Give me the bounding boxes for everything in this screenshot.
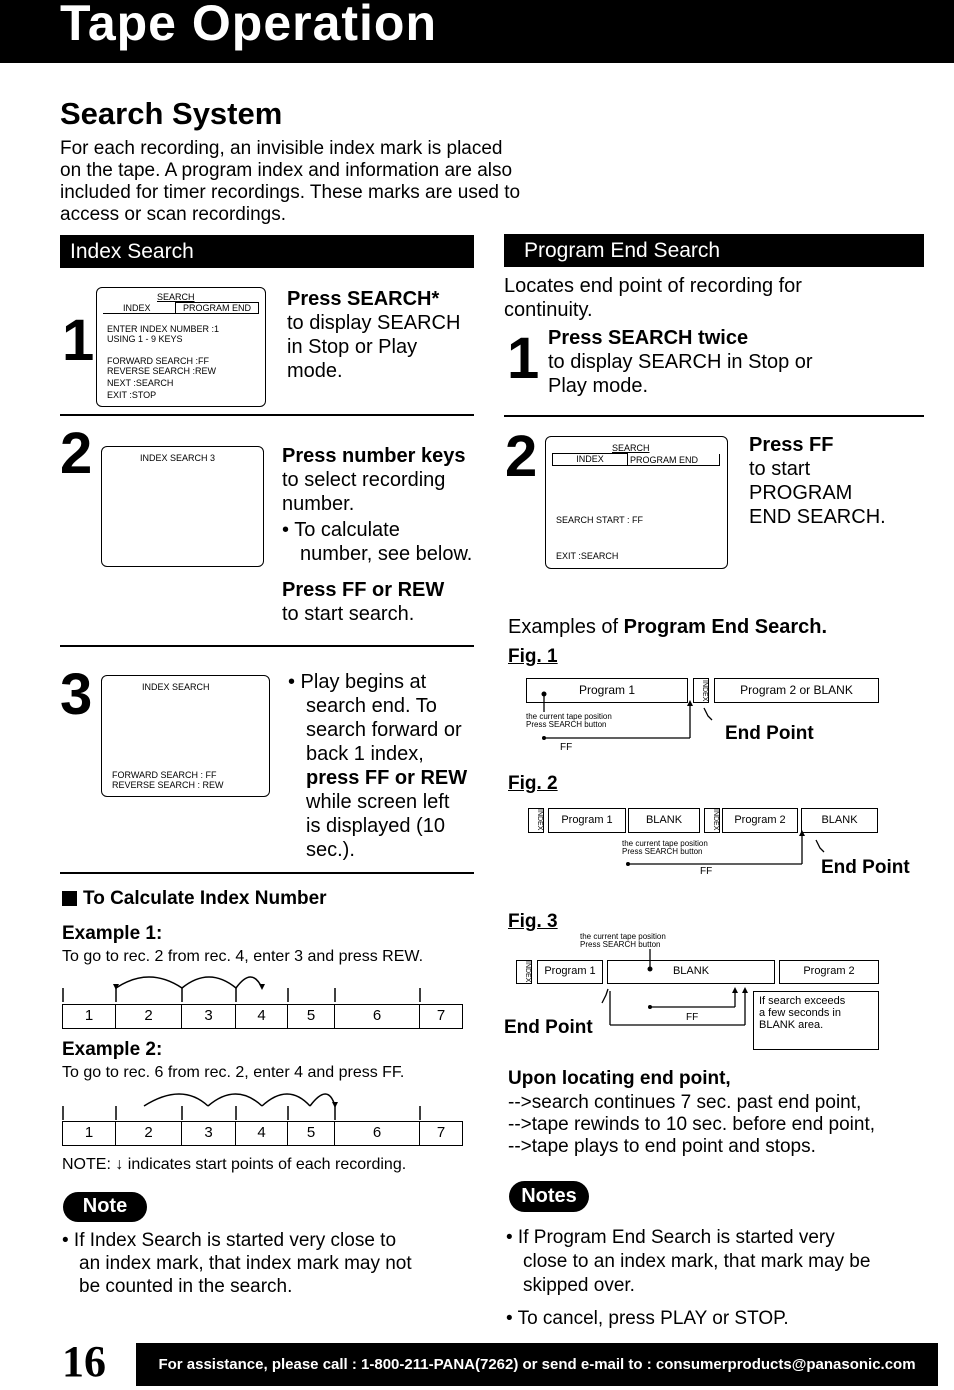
arrow-down-icon: ↓	[115, 1156, 124, 1173]
step-number: 2	[60, 421, 93, 486]
fig1-label: Fig. 1	[508, 646, 558, 667]
fig3-program1: Program 1	[537, 960, 603, 984]
program-end-bar: Program End Search	[504, 234, 924, 267]
program-end-intro: Locates end point of recording for continuity.	[504, 275, 802, 321]
fig2-note: the current tape position Press SEARCH button	[622, 839, 708, 856]
fig1-arrows	[536, 690, 726, 750]
example1-title: Example 1:	[62, 923, 163, 944]
fig2-program1: Program 1	[548, 808, 626, 833]
step-number: 3	[60, 662, 93, 727]
divider	[60, 645, 474, 647]
fig2-label: Fig. 2	[508, 773, 558, 794]
index-search-screen: INDEX SEARCH 3	[101, 446, 264, 567]
fig3-ff: FF	[686, 1012, 699, 1023]
note-text: • If Index Search is started very close to an index mark, that index mark may not be counted in the search.	[62, 1230, 412, 1297]
footer-bar: For assistance, please call : 1-800-211-PANA(7262) or send e-mail to : consumerproducts@panasonic.com	[136, 1343, 938, 1386]
upon-title: Upon locating end point,	[508, 1068, 731, 1089]
step-number: 2	[505, 424, 538, 489]
pe-step1-text: Press SEARCH twice to display SEARCH in Stop or Play mode.	[548, 327, 813, 397]
example2-arcs	[58, 1088, 468, 1123]
index-mark: INDEX	[516, 960, 532, 984]
index-search-bar: Index Search	[60, 235, 474, 268]
index-search-screen: INDEX SEARCH FORWARD SEARCH : FF REVERSE SEARCH : REW	[101, 675, 270, 797]
intro-text: For each recording, an invisible index mark is placed on the tape. A program index and information are also included for timer recordings. These marks are used to access or scan recordings.	[60, 138, 521, 225]
examples-heading: Examples of Program End Search.	[508, 616, 828, 638]
fig2-blank1: BLANK	[628, 808, 700, 833]
record-tape-1: 1 2 3 4 5 6 7	[62, 1004, 463, 1029]
index-mark: INDEX	[704, 808, 720, 833]
divider	[60, 872, 474, 874]
page-number: 16	[62, 1337, 106, 1386]
index-mark: INDEX	[693, 678, 709, 703]
fig3-end-point: End Point	[504, 1017, 593, 1038]
fig3-program2: Program 2	[779, 960, 879, 984]
divider	[60, 414, 474, 416]
example1-arcs	[58, 970, 468, 1005]
example1-text: To go to rec. 2 from rec. 4, enter 3 and press REW.	[62, 948, 424, 965]
upon-list: -->search continues 7 sec. past end point, -->tape rewinds to 10 sec. before end point, -->tape plays to end point and stops.	[508, 1092, 876, 1157]
step1-text: Press SEARCH* to display SEARCH in Stop or Play mode.	[287, 288, 461, 382]
step-number: 1	[507, 326, 540, 391]
calc-title: To Calculate Index Number	[62, 888, 327, 910]
calc-note: NOTE: ↓ indicates start points of each recording.	[62, 1156, 407, 1173]
divider	[504, 415, 924, 417]
page-title: Tape Operation	[60, 0, 438, 51]
example2-title: Example 2:	[62, 1039, 163, 1060]
fig2-program2: Program 2	[722, 808, 798, 833]
fig3-arrows	[590, 945, 760, 1030]
fig1-end-point: End Point	[725, 723, 814, 744]
fig2-end-point: End Point	[821, 857, 910, 878]
notes-text: • If Program End Search is started very close to an index mark, that mark may be skipped over. • To cancel, press PLAY or STOP.	[506, 1227, 871, 1329]
fig2-blank2: BLANK	[801, 808, 878, 833]
fig3-blank: BLANK	[607, 960, 775, 984]
notes-badge: Notes	[509, 1181, 589, 1212]
fig1-program2: Program 2 or BLANK	[714, 678, 879, 703]
example2-text: To go to rec. 6 from rec. 2, enter 4 and press FF.	[62, 1064, 405, 1081]
fig3-note: the current tape position Press SEARCH button	[580, 932, 666, 949]
step-number: 1	[62, 308, 95, 373]
section-title: Search System	[60, 96, 283, 131]
fig1-note: the current tape position Press SEARCH button	[526, 712, 612, 729]
fig2-arrows	[620, 820, 840, 870]
fig3-label: Fig. 3	[508, 911, 558, 932]
step3-text: • Play begins at search end. To search forward or back 1 index, press FF or REW while screen left is displayed (10 sec.).	[288, 671, 468, 861]
fig3-info-box: If search exceeds a few seconds in BLANK area.	[753, 991, 879, 1050]
fig2-ff: FF	[700, 866, 713, 877]
step2-text: Press number keys to select recording number. • To calculate number, see below. Press FF or REW to start search.	[282, 445, 473, 625]
record-tape-2: 1 2 3 4 5 6 7	[62, 1121, 463, 1146]
search-screen: SEARCH INDEX PROGRAM END ENTER INDEX NUMBER :1 USING 1 - 9 KEYS FORWARD SEARCH :FF REVERSE SEARCH :REW NEXT :SEARCH EXIT :STOP	[96, 287, 266, 407]
index-mark: INDEX	[528, 808, 544, 833]
fig1-ff: FF	[560, 742, 573, 753]
note-badge: Note	[63, 1192, 147, 1222]
fig1-program1: Program 1	[526, 678, 688, 703]
pe-step2-text: Press FF to start PROGRAM END SEARCH.	[749, 434, 886, 528]
search-screen: SEARCH INDEX PROGRAM END SEARCH START : FF EXIT :SEARCH	[545, 436, 728, 569]
